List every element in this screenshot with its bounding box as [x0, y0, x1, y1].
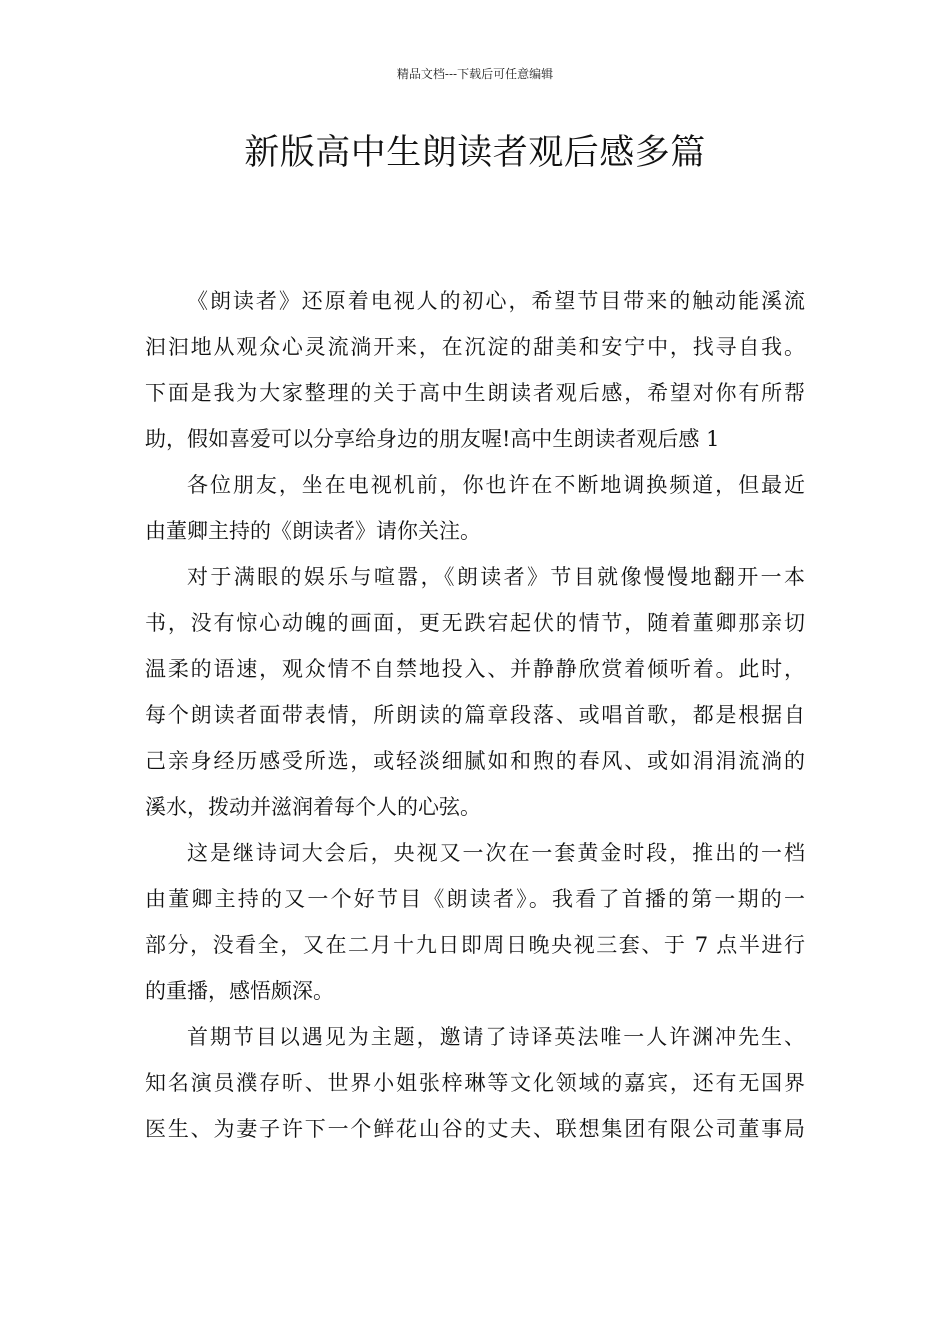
text-line: 的重播，感悟颇深。 [145, 979, 334, 1003]
text-line: 部分，没看全，又在二月十九日即周日晚央视三套、于 7 点半进行 [145, 933, 805, 957]
text-line: 由董卿主持的又一个好节目《朗读者》。我看了首播的第一期的一 [145, 887, 805, 911]
text-line: 对于满眼的娱乐与喧嚣，《朗读者》节目就像慢慢地翻开一本 [187, 565, 805, 589]
paragraph [145, 1019, 805, 1148]
text-line: 这是继诗词大会后，央视又一次在一套黄金时段，推出的一档 [187, 841, 805, 865]
text-line: 书，没有惊心动魄的画面，更无跌宕起伏的情节，随着董卿那亲切 [145, 611, 805, 635]
text-line: 知名演员濮存昕、世界小姐张梓琳等文化领域的嘉宾，还有无国界 [145, 1071, 805, 1095]
paragraph [145, 835, 805, 1010]
document-title: 新版高中生朗读者观后感多篇 [244, 133, 706, 173]
paragraph [145, 467, 805, 550]
text-line: 溪水，拨动并滋润着每个人的心弦。 [145, 795, 481, 819]
text-line: 下面是我为大家整理的关于高中生朗读者观后感，希望对你有所帮 [145, 381, 805, 405]
text-line: 医生、为妻子许下一个鲜花山谷的丈夫、联想集团有限公司董事局 [145, 1117, 805, 1141]
text-line: 各位朋友，坐在电视机前，你也许在不断地调换频道，但最近 [187, 473, 805, 497]
text-line: 每个朗读者面带表情，所朗读的篇章段落、或唱首歌，都是根据自 [145, 703, 805, 727]
text-line: 《朗读者》还原着电视人的初心，希望节目带来的触动能溪流 [187, 289, 805, 313]
paragraph [145, 283, 805, 458]
text-line: 首期节目以遇见为主题，邀请了诗译英法唯一人许渊冲先生、 [187, 1025, 805, 1049]
paragraph [145, 559, 805, 826]
text-line: 温柔的语速，观众情不自禁地投入、并静静欣赏着倾听着。此时， [145, 657, 805, 681]
document-body [145, 283, 805, 1157]
header-note: 精品文档---下载后可任意编辑 [396, 67, 554, 81]
text-line: 汩汩地从观众心灵流淌开来，在沉淀的甜美和安宁中，找寻自我。 [145, 335, 805, 359]
text-line: 己亲身经历感受所选，或轻淡细腻如和煦的春风、或如涓涓流淌的 [145, 749, 805, 773]
text-line: 由董卿主持的《朗读者》请你关注。 [145, 519, 481, 543]
text-line: 助，假如喜爱可以分享给身边的朋友喔!高中生朗读者观后感 1 [145, 427, 720, 451]
